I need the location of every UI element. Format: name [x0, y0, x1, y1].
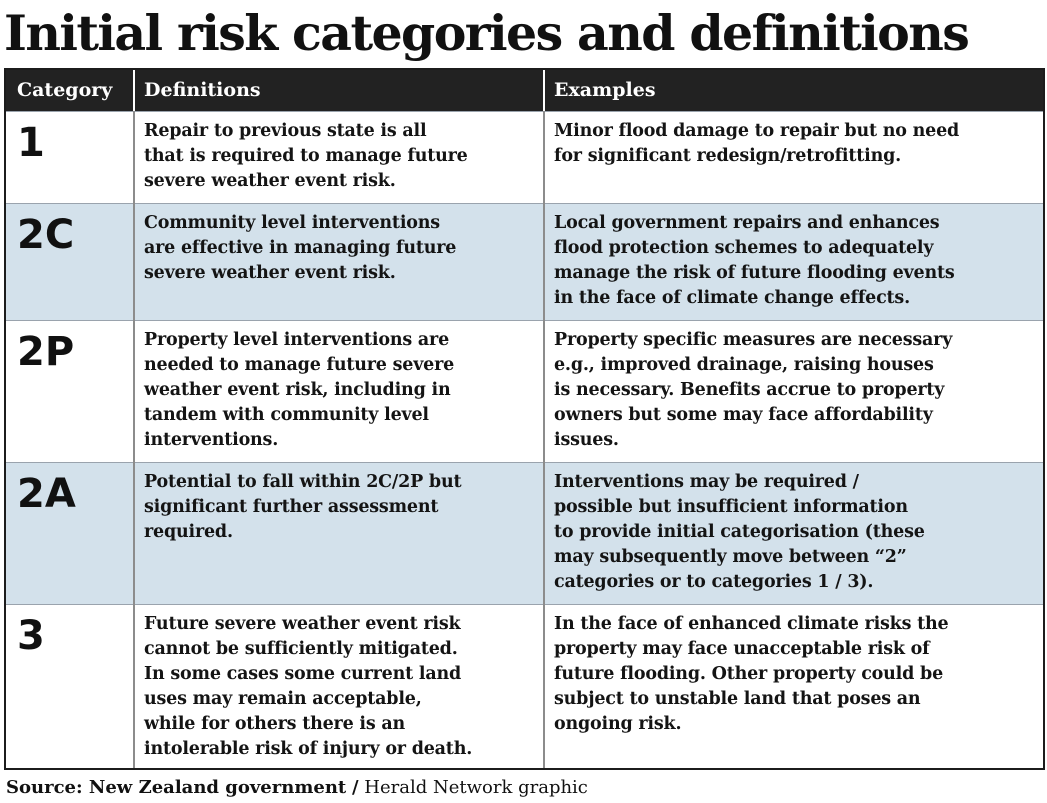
definition-text: Community level interventions are effective in managing future severe weather event risk.: [144, 213, 457, 283]
graphic-credit: Herald Network graphic: [364, 777, 588, 798]
category-code: 1: [17, 120, 45, 166]
category-code: 2C: [17, 212, 75, 258]
header-divider: [543, 70, 545, 111]
source-separator: /: [351, 777, 359, 798]
column-divider: [543, 111, 545, 768]
source-credit: [6, 774, 588, 802]
definition-text: Potential to fall within 2C/2P but significant further assessment required.: [144, 472, 462, 542]
category-code: 2P: [17, 329, 75, 375]
example-text: Property specific measures are necessary e.g., improved drainage, raising houses is necessary. Benefits accrue to property owners but some may face affordability issues.: [554, 330, 953, 450]
table-row: [6, 111, 1043, 203]
definition-text: Repair to previous state is all that is required to manage future severe weather event risk.: [144, 121, 468, 191]
table-row: [6, 320, 1043, 462]
header-examples: Examples: [554, 79, 656, 101]
category-code: 3: [17, 613, 45, 659]
risk-categories-table: [4, 68, 1045, 770]
definition-text: Future severe weather event risk cannot be sufficiently mitigated. In some cases some current land uses may remain acceptable, while for others there is an intolerable risk of injury or death.: [144, 614, 473, 759]
example-text: Local government repairs and enhances flood protection schemes to adequately manage the risk of future flooding events in the face of climate change effects.: [554, 213, 955, 308]
definition-text: Property level interventions are needed to manage future severe weather event risk, including in tandem with community level interventions.: [144, 330, 455, 450]
table-row: [6, 462, 1043, 604]
header-definitions: Definitions: [144, 79, 261, 101]
column-divider: [133, 111, 135, 768]
table-row: [6, 604, 1043, 768]
table-row: [6, 203, 1043, 320]
page-title: Initial risk categories and definitions: [4, 4, 969, 62]
example-text: Interventions may be required / possible but insufficient information to provide initial categorisation (these may subsequently move between “2” categories or to categories 1 / 3).: [554, 472, 925, 592]
header-category: Category: [17, 79, 113, 101]
category-code: 2A: [17, 471, 76, 517]
source-text: Source: New Zealand government: [6, 777, 347, 798]
example-text: In the face of enhanced climate risks the property may face unacceptable risk of future flooding. Other property could be subject to unstable land that poses an ongoing risk.: [554, 614, 949, 734]
example-text: Minor flood damage to repair but no need for significant redesign/retrofitting.: [554, 121, 960, 166]
table-header: [6, 70, 1043, 111]
header-divider: [133, 70, 135, 111]
